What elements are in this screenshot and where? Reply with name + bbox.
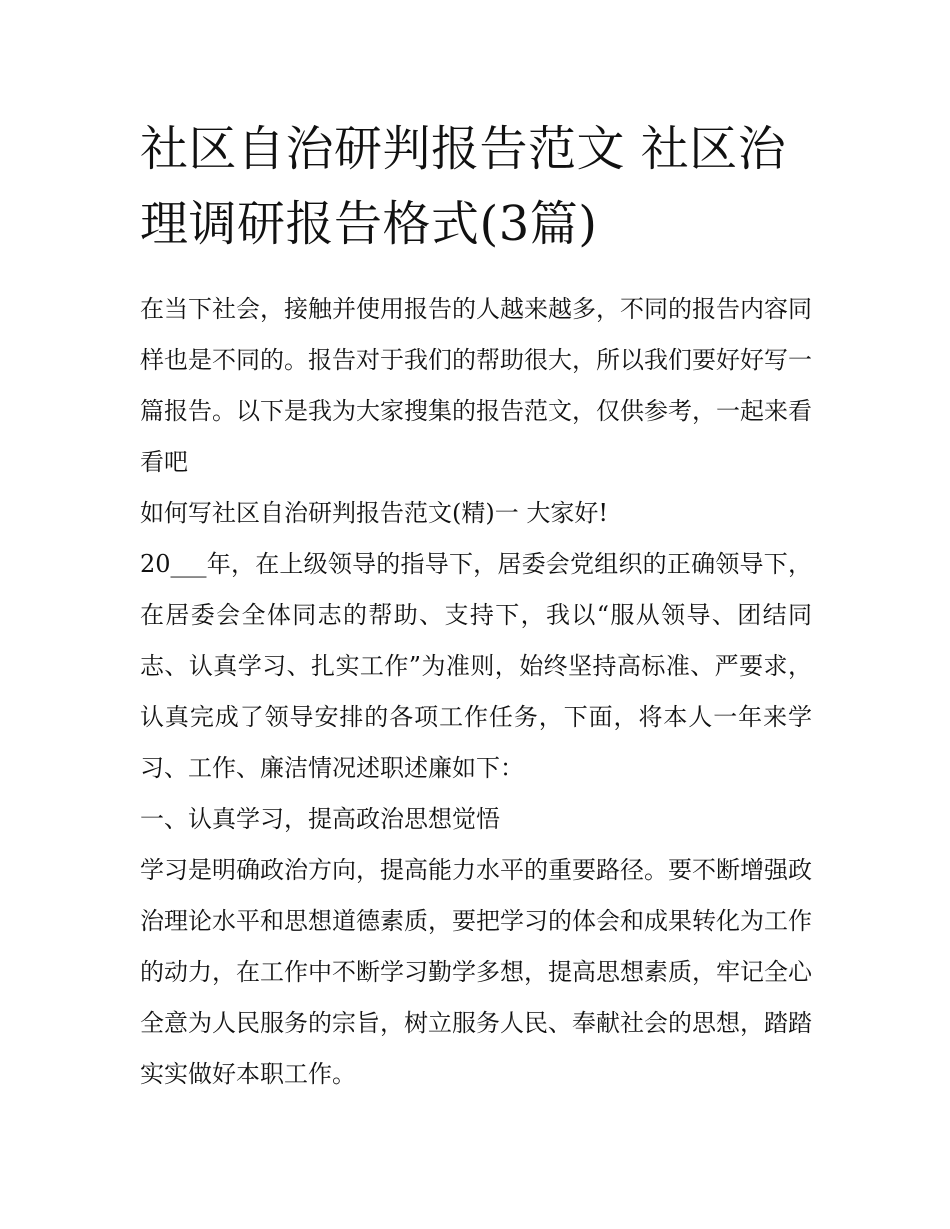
intro-paragraph: 在当下社会，接触并使用报告的人越来越多，不同的报告内容同样也是不同的。报告对于我们的帮助很大，所以我们要好好写一篇报告。以下是我为大家搜集的报告范文，仅供参考，一起来看看吧: [140, 295, 812, 476]
subsection-heading: 一、认真学习，提高政治思想觉悟: [140, 805, 500, 833]
body-paragraph: 学习是明确政治方向，提高能力水平的重要路径。要不断增强政治理论水平和思想道德素质，要把学习的体会和成果转化为工作的动力，在工作中不断学习勤学多想，提高思想素质，牢记全心全意为人民服务的宗旨，树立服务人民、奉献社会的思想，踏踏实实做好本职工作。: [140, 856, 812, 1088]
document-page: [140, 112, 812, 1100]
document-title: 社区自治研判报告范文 社区治理调研报告格式(3篇): [140, 121, 787, 252]
section-heading: 如何写社区自治研判报告范文(精)一 大家好!: [140, 499, 608, 527]
body-paragraph: 20___年，在上级领导的指导下，居委会党组织的正确领导下，在居委会全体同志的帮助、支持下，我以“服从领导、团结同志、认真学习、扎实工作”为准则，始终坚持高标准、严要求，认真完成了领导安排的各项工作任务，下面，将本人一年来学习、工作、廉洁情况述职述廉如下：: [140, 550, 812, 782]
